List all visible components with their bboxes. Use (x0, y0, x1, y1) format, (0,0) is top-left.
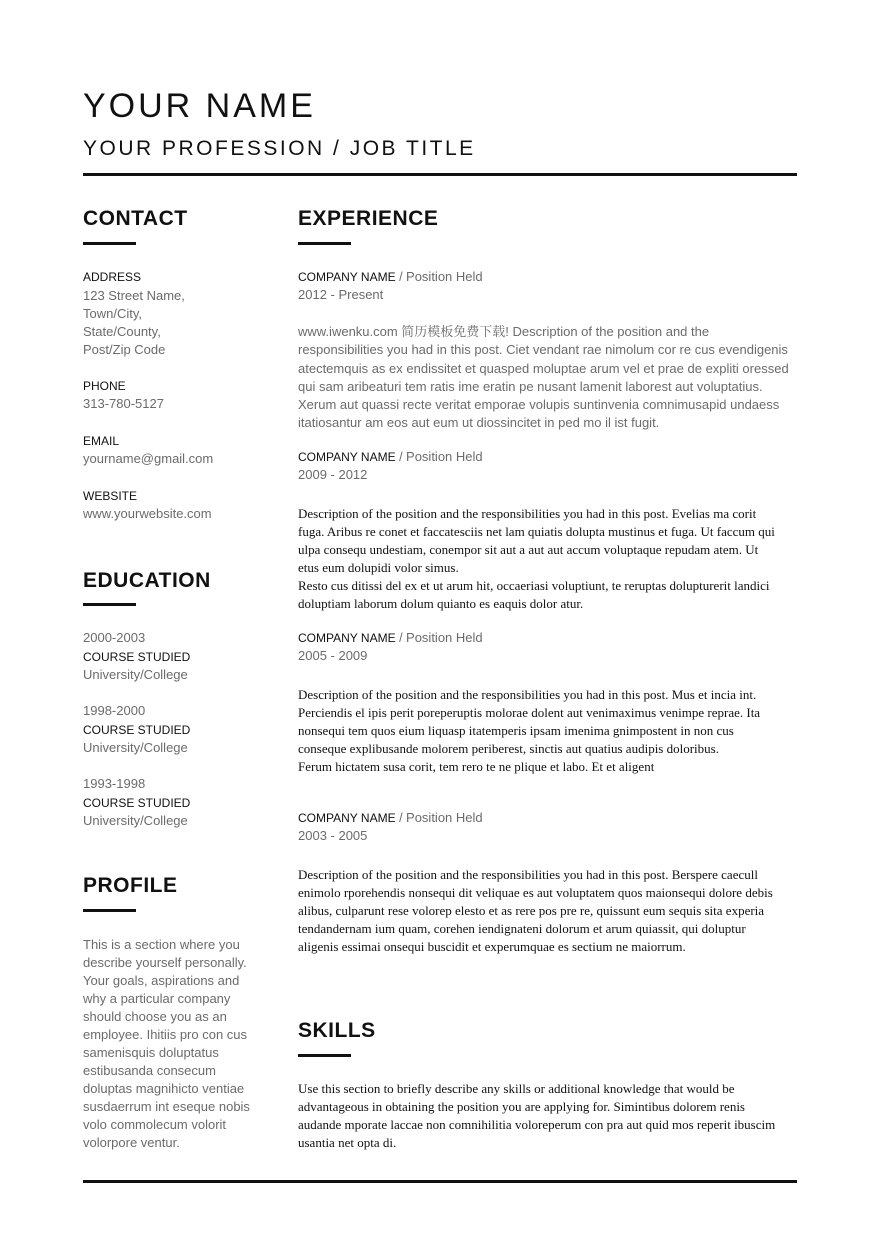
job-dates: 2005 - 2009 (298, 648, 368, 663)
job-separator: / (399, 450, 403, 464)
education-course: COURSE STUDIED (83, 650, 191, 664)
education-years: 1993-1998 (83, 776, 146, 791)
job-description-line: Description of the position and the responsibilities you had in this post. Berspere caecull (298, 867, 758, 882)
position-held: Position Held (406, 449, 483, 464)
job-description-line: tendandernam ium quam, corehen iendignateni dolorum et arum quiassit, qui doluptur (298, 921, 746, 936)
job-description-line: conseque explibusande molorem periberest, sinctis aut quatius audipis doloribus. (298, 741, 719, 756)
position-held: Position Held (406, 269, 483, 284)
job-description-line: etus eum dolupidi volor simus. (298, 560, 459, 575)
job-description-line: Description of the position and the responsibilities you had in this post. Mus et incia int. (298, 687, 757, 702)
phone-value: 313-780-5127 (83, 396, 164, 411)
skills-line: audande mporate laccae non comnihilitia voloreperum con pra aut quid mos reperit ibuscim (298, 1117, 776, 1132)
education-school: University/College (83, 740, 188, 755)
header-divider (83, 173, 797, 176)
job-description-line: responsibilities you had in this post. Ciet vendant rae nimolum cor re cus evendigenis (298, 342, 788, 358)
education-heading-bar (83, 603, 136, 606)
company-name: COMPANY NAME (298, 631, 396, 645)
contact-heading-bar (83, 242, 136, 245)
address-value (83, 287, 185, 359)
resume-name: YOUR NAME (83, 87, 316, 125)
skills-line: usantia net opta di. (298, 1135, 397, 1150)
job-description-line: www.iwenku.com 简历模板免费下载! Description of the position and the (298, 324, 710, 339)
job-description (298, 686, 798, 776)
profile-text (83, 936, 263, 1152)
skills-heading-bar (298, 1054, 351, 1057)
job-description (298, 505, 798, 613)
profile-line: employee. Ihitiis pro con cus (83, 1027, 248, 1042)
profile-line: estibusanda consecum (83, 1063, 216, 1078)
education-course: COURSE STUDIED (83, 796, 191, 810)
skills-heading: SKILLS (298, 1019, 376, 1042)
job-description (298, 866, 798, 956)
profile-heading-bar (83, 909, 136, 912)
profile-line: why a particular company (83, 991, 231, 1006)
job-description-line: Resto cus ditissi del ex et ut arum hit, occaeriasi voluptiunt, te reruptas dolupturerit landici (298, 578, 770, 593)
address-line: Town/City, (83, 306, 142, 321)
job-description-line: atectemquis as ex endissitet et quasped moluptae arum vel et prae de expliti oressed (298, 360, 789, 376)
job-header (298, 809, 483, 827)
job-description-line: alibus, culparunt rese volorep elesto et as rere pos pre re, quissunt eum sequis sita experia (298, 903, 765, 918)
experience-heading: EXPERIENCE (298, 207, 439, 230)
skills-line: advantageous in obtaining the position you are applying for. Simintibus dolorem renis (298, 1099, 745, 1114)
profile-line: describe yourself personally. (83, 955, 247, 970)
job-description-line: qui sam aribeaturi tem ratis ime eratin pe nusant lamenit laborest aut voluptatius. (298, 378, 763, 394)
email-value[interactable]: yourname@gmail.com (83, 451, 214, 466)
profile-line: doluptas magnihicto ventiae (83, 1081, 245, 1096)
website-label: WEBSITE (83, 489, 138, 503)
education-school: University/College (83, 667, 188, 682)
job-description-line: fuga. Aribus re conet et faccatesciis net lam quiatis dolupta mustinus et fuga. Ut faccum qui (298, 524, 775, 539)
address-line: 123 Street Name, (83, 288, 185, 303)
job-header (298, 629, 483, 647)
company-name: COMPANY NAME (298, 270, 396, 284)
job-description-line: enimolo rporehendis nonsequi dit veliquae es aut voluptatem quos maionsequi dolore debis (298, 885, 773, 900)
education-years: 1998-2000 (83, 703, 146, 718)
website-value[interactable]: www.yourwebsite.com (83, 506, 212, 521)
job-header (298, 268, 483, 286)
resume-profession: YOUR PROFESSION / JOB TITLE (83, 137, 476, 160)
job-description-line: ulpa consequ undestiam, conempor sit aut a aut aut accum voluptaque repudam atem. Ut (298, 542, 759, 557)
skills-line: Use this section to briefly describe any skills or additional knowledge that would be (298, 1081, 735, 1096)
education-course: COURSE STUDIED (83, 723, 191, 737)
company-name: COMPANY NAME (298, 811, 396, 825)
profile-line: should choose you as an (83, 1009, 227, 1024)
job-separator: / (399, 811, 403, 825)
skills-text (298, 1080, 798, 1152)
job-description-line: Description of the position and the responsibilities you had in this post. Evelias ma corit (298, 506, 757, 521)
contact-heading: CONTACT (83, 207, 188, 230)
address-line: State/County, (83, 324, 161, 339)
company-name: COMPANY NAME (298, 450, 396, 464)
education-years: 2000-2003 (83, 630, 146, 645)
job-description-line: itatiosantur am eos aut eum ut diossincitet in ped mo il ist fugit. (298, 415, 660, 431)
profile-line: samenisquis doluptatus (83, 1045, 219, 1060)
job-description-line: Ferum hictatem susa corit, tem rero te ne plique et labo. Et et aligent (298, 759, 655, 774)
position-held: Position Held (406, 810, 483, 825)
address-label: ADDRESS (83, 270, 142, 284)
phone-label: PHONE (83, 379, 126, 393)
job-header (298, 448, 483, 466)
profile-line: volorpore ventur. (83, 1135, 180, 1150)
experience-heading-bar (298, 242, 351, 245)
job-description-line: nonsequi tem quos eium liquasp itatemperis ipsam imenima gnimpostent in non cus (298, 723, 734, 738)
job-description-line: Xerum aut quassi recte veritat emporae volupis suntinvenia comnimusapid undaess (298, 397, 780, 413)
job-dates: 2003 - 2005 (298, 828, 368, 843)
job-description-line: aligenis essimai onsequi buscidit et experumquae es sectium ne maiorrum. (298, 939, 686, 954)
job-description-line: Perciendis el ipis perit poreperuptis molorae dolent aut venimaximus venimpe reprae. Ita (298, 705, 761, 720)
education-heading: EDUCATION (83, 569, 211, 592)
profile-line: volo commolecum volorit (83, 1117, 227, 1132)
profile-heading: PROFILE (83, 874, 178, 897)
job-separator: / (399, 631, 403, 645)
position-held: Position Held (406, 630, 483, 645)
profile-line: Your goals, aspirations and (83, 973, 240, 988)
job-dates: 2009 - 2012 (298, 467, 368, 482)
job-description (298, 323, 798, 433)
email-label: EMAIL (83, 434, 120, 448)
address-line: Post/Zip Code (83, 342, 166, 357)
education-school: University/College (83, 813, 188, 828)
profile-line: This is a section where you (83, 937, 240, 952)
footer-divider (83, 1180, 797, 1183)
job-dates: 2012 - Present (298, 287, 384, 302)
job-separator: / (399, 270, 403, 284)
job-description-line: doluptiam laborum dolum quianto es eaquis dolor atur. (298, 596, 584, 611)
profile-line: susdaerrum int eseque nobis (83, 1099, 250, 1114)
